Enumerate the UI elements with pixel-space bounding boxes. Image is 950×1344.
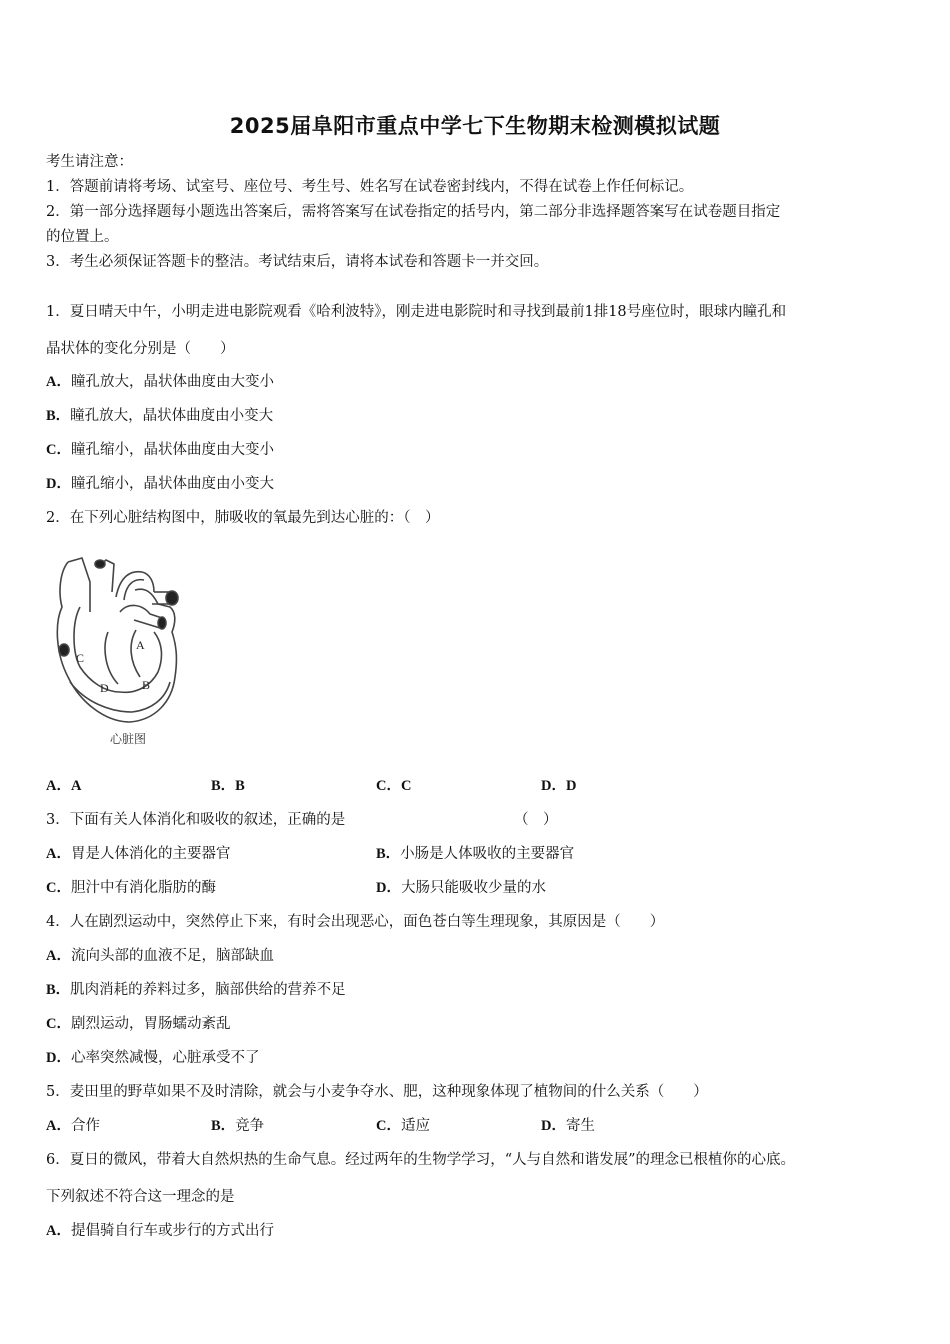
question-3-bracket: （ ） bbox=[514, 812, 558, 828]
notice-item: 的位置上。 bbox=[46, 229, 119, 245]
notice-heading: 考生请注意： bbox=[46, 154, 133, 170]
q4-option-a: A．流向头部的血液不足，脑部缺血 bbox=[46, 948, 274, 964]
label-b: B bbox=[142, 678, 151, 692]
label-a: A bbox=[136, 638, 145, 652]
q5-option-c: C．适应 bbox=[376, 1118, 430, 1134]
q5-option-d: D．寄生 bbox=[541, 1118, 595, 1134]
page-title: 2025届阜阳市重点中学七下生物期末检测模拟试题 bbox=[229, 114, 721, 138]
question-4-stem: 4．人在剧烈运动中，突然停止下来，有时会出现恶心，面色苍白等生理现象，其原因是（ ） bbox=[46, 914, 665, 930]
q3-option-d: D．大肠只能吸收少量的水 bbox=[376, 880, 546, 896]
q3-option-b: B．小肠是人体吸收的主要器官 bbox=[376, 846, 575, 862]
figure-caption: 心脏图 bbox=[110, 732, 147, 746]
q1-option-a: A．瞳孔放大，晶状体曲度由大变小 bbox=[46, 374, 274, 390]
notice-item: 1．答题前请将考场、试室号、座位号、考生号、姓名写在试卷密封线内，不得在试卷上作任何标记。 bbox=[46, 179, 694, 195]
question-6-stem: 6．夏日的微风，带着大自然炽热的生命气息。经过两年的生物学学习，“人与自然和谐发展”的理念已根植你的心底。 bbox=[46, 1152, 796, 1168]
q2-option-c: C．C bbox=[376, 778, 412, 794]
question-3-stem: 3．下面有关人体消化和吸收的叙述，正确的是 bbox=[46, 812, 346, 828]
q1-option-b: B．瞳孔放大，晶状体曲度由小变大 bbox=[46, 408, 274, 424]
q3-option-c: C．胆汁中有消化脂肪的酶 bbox=[46, 880, 216, 896]
q5-option-b: B．竞争 bbox=[211, 1118, 265, 1134]
q1-option-c: C．瞳孔缩小，晶状体曲度由大变小 bbox=[46, 442, 274, 458]
q1-option-d: D．瞳孔缩小，晶状体曲度由小变大 bbox=[46, 476, 274, 492]
question-1-stem: 1．夏日晴天中午，小明走进电影院观看《哈利波特》，刚走进电影院时和寻找到最前1排18号座位时，眼球内瞳孔和 bbox=[46, 304, 787, 320]
question-5-stem: 5．麦田里的野草如果不及时清除，就会与小麦争夺水、肥，这种现象体现了植物间的什么关系（ ） bbox=[46, 1084, 708, 1100]
q6-option-a: A．提倡骑自行车或步行的方式出行 bbox=[46, 1223, 274, 1239]
q4-option-b: B．肌肉消耗的养料过多，脑部供给的营养不足 bbox=[46, 982, 346, 998]
label-c: C bbox=[76, 651, 85, 665]
notice-item: 3．考生必须保证答题卡的整洁。考试结束后，请将本试卷和答题卡一并交回。 bbox=[46, 254, 549, 270]
q3-option-a: A．胃是人体消化的主要器官 bbox=[46, 846, 231, 862]
question-2-stem: 2．在下列心脏结构图中，肺吸收的氧最先到达心脏的：（ ） bbox=[46, 510, 440, 526]
question-6-stem-cont: 下列叙述不符合这一理念的是 bbox=[46, 1189, 235, 1205]
q4-option-c: C．剧烈运动，胃肠蠕动紊乱 bbox=[46, 1016, 231, 1032]
q5-option-a: A．合作 bbox=[46, 1118, 100, 1134]
label-d: D bbox=[100, 681, 109, 695]
q2-option-d: D．D bbox=[541, 778, 577, 794]
heart-diagram bbox=[50, 552, 190, 752]
question-1-stem-cont: 晶状体的变化分别是（ ） bbox=[46, 341, 235, 357]
heart-illustration bbox=[50, 552, 190, 732]
notice-item: 2．第一部分选择题每小题选出答案后，需将答案写在试卷指定的括号内，第二部分非选择题答案写在试卷题目指定 bbox=[46, 204, 781, 220]
q2-option-a: A．A bbox=[46, 778, 82, 794]
q2-option-b: B．B bbox=[211, 778, 245, 794]
q4-option-d: D．心率突然减慢，心脏承受不了 bbox=[46, 1050, 260, 1066]
